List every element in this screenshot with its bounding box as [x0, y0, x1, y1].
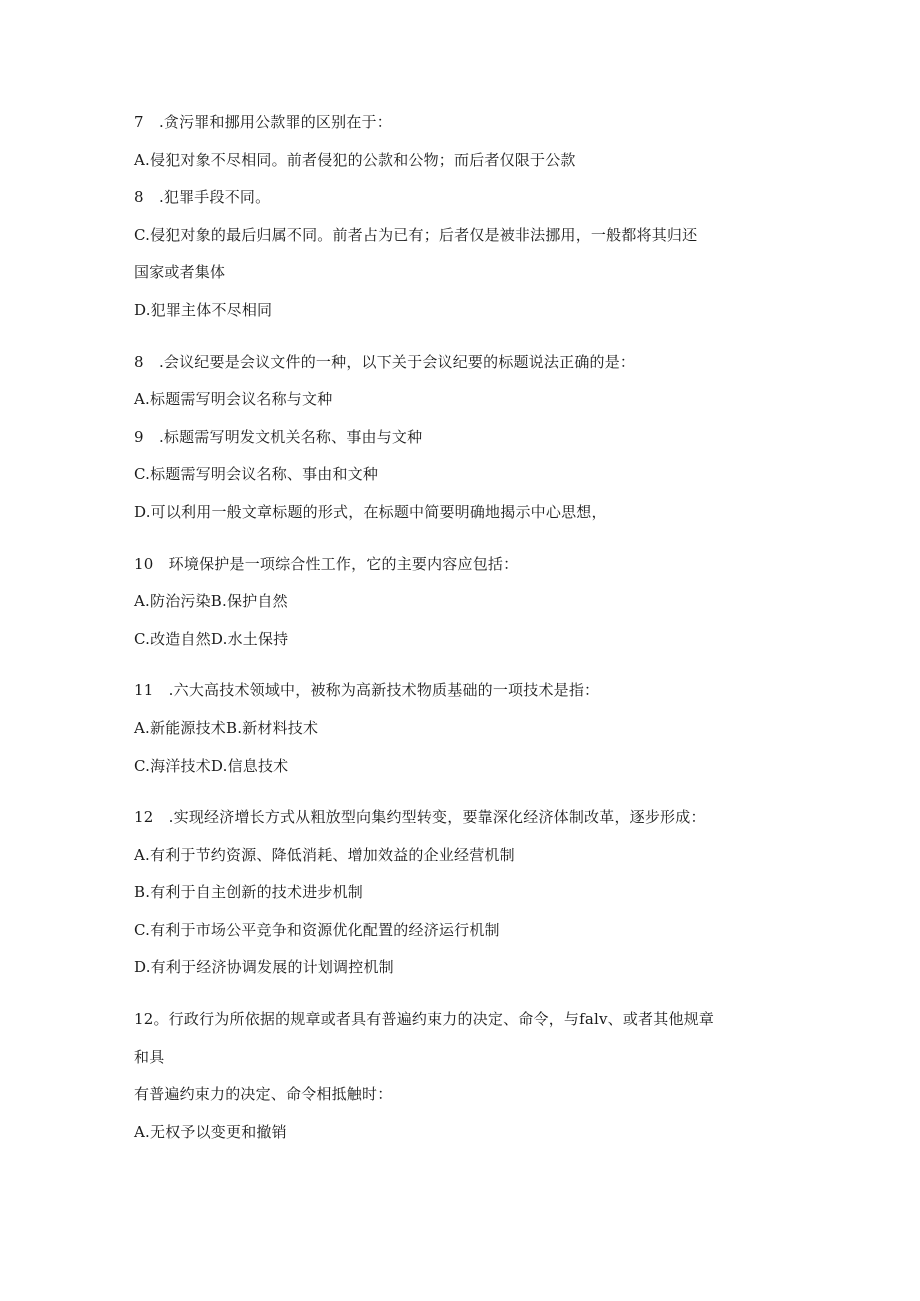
question-12b-stem-cont-1: 和具 — [134, 1047, 165, 1066]
question-10-options-ab: A.防治污染B.保护自然 — [134, 592, 288, 611]
question-8-option-c: C.标题需写明会议名称、事由和文种 — [134, 465, 379, 484]
question-12b-option-a: A.无权予以变更和撤销 — [134, 1122, 287, 1141]
question-10-stem: 10 环境保护是一项综合性工作，它的主要内容应包括： — [134, 554, 519, 573]
question-8-stem: 8 .会议纪要是会议文件的一种，以下关于会议纪要的标题说法正确的是： — [134, 352, 636, 371]
question-11-stem: 11 .六大高技术领域中，被称为高新技术物质基础的一项技术是指： — [134, 681, 600, 700]
question-11-options-ab: A.新能源技术B.新材料技术 — [134, 718, 319, 737]
question-10-options-cd: C.改造自然D.水土保持 — [134, 629, 289, 648]
question-gap — [134, 995, 794, 1009]
question-8-option-b: 9 .标题需写明发文机关名称、事由与文种 — [134, 427, 423, 446]
question-7-option-c-cont: 国家或者集体 — [134, 263, 226, 282]
question-12-stem: 12 .实现经济增长方式从粗放型向集约型转变，要靠深化经济体制改革，逐步形成： — [134, 808, 706, 827]
question-12-option-c: C.有利于市场公平竞争和资源优化配置的经济运行机制 — [134, 920, 500, 939]
question-12b-stem-cont-2: 有普遍约束力的决定、命令相抵触时： — [134, 1085, 393, 1104]
question-12-option-d: D.有利于经济协调发展的计划调控机制 — [134, 958, 394, 977]
question-gap — [134, 793, 794, 807]
question-7-option-c: C.侵犯对象的最后归属不同。前者占为已有；后者仅是被非法挪用，一般都将其归还 — [134, 225, 698, 244]
question-gap — [134, 540, 794, 554]
question-8-option-d: D.可以利用一般文章标题的形式，在标题中简要明确地揭示中心思想， — [134, 502, 607, 521]
question-12-option-a: A.有利于节约资源、降低消耗、增加效益的企业经营机制 — [134, 845, 515, 864]
question-7-option-a: A.侵犯对象不尽相同。前者侵犯的公款和公物；而后者仅限于公款 — [134, 150, 576, 169]
question-7-option-b: 8 .犯罪手段不同。 — [134, 188, 271, 207]
question-12b-stem: 12。行政行为所依据的规章或者具有普遍约束力的决定、命令，与falv、或者其他规章 — [134, 1010, 715, 1029]
document-page — [134, 112, 794, 1159]
question-gap — [134, 338, 794, 352]
question-8-option-a: A.标题需写明会议名称与文种 — [134, 390, 333, 409]
question-gap — [134, 666, 794, 680]
question-11-options-cd: C.海洋技术D.信息技术 — [134, 756, 289, 775]
question-7-stem: 7 .贪污罪和挪用公款罪的区别在于： — [134, 113, 392, 131]
question-7-option-d: D.犯罪主体不尽相同 — [134, 300, 273, 319]
question-12-option-b: B.有利于自主创新的技术进步机制 — [134, 883, 363, 902]
